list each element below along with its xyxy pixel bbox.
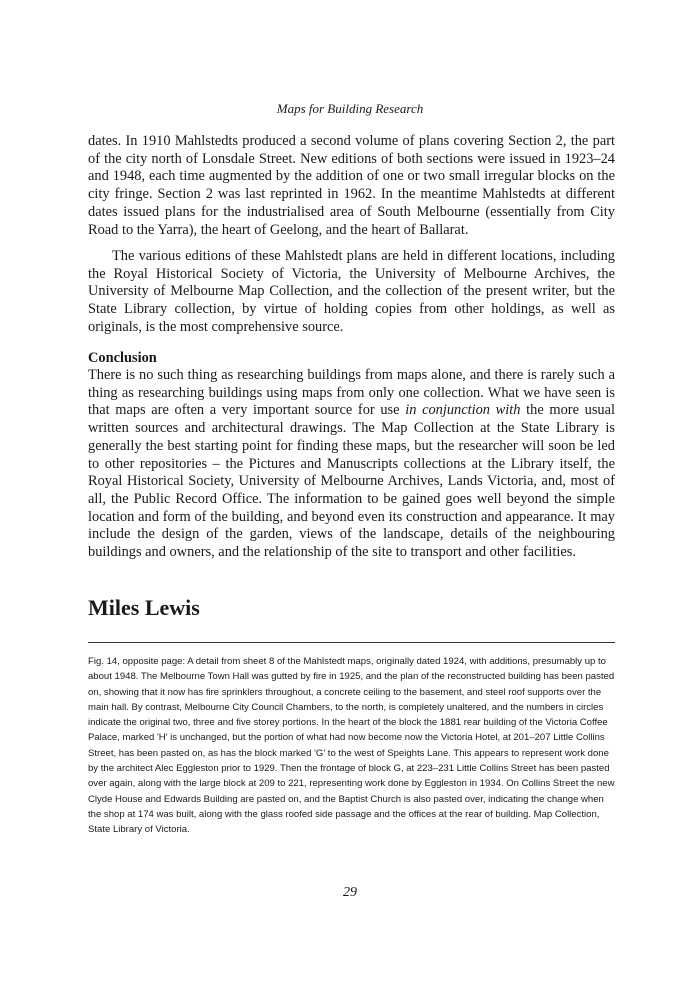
section-heading-conclusion: Conclusion: [88, 350, 157, 366]
conclusion-text-start: There is no such thing as researching buildings from maps alone, and there is rarely such a thing as researching buildings using maps from only one collection. What we have seen is that maps are often a very important source for use: [88, 367, 615, 419]
author-name: Miles Lewis: [88, 595, 200, 620]
body-paragraph-2: [88, 248, 615, 337]
conclusion-paragraph: [88, 367, 615, 562]
paragraph-text: The various editions of these Mahlstedt plans are held in different locations, including the Royal Historical Society of Victoria, the University of Melbourne Archives, the University of Melbourne Map Collection, and the collection of the present writer, but the State Library collection, by virtue of holding copies from other holdings, as well as originals, is the most comprehensive source.: [88, 248, 615, 335]
running-head: Maps for Building Research: [276, 101, 424, 116]
figure-caption: Fig. 14, opposite page: A detail from sheet 8 of the Mahlstedt maps, originally dated 1924, with additions, presumably up to about 1948. The Melbourne Town Hall was gutted by fire in 1925, and the plan of the reconstructed building has been pasted on, showing that it now has fire sprinklers throughout, a concrete ceiling to the basement, and steel roof supports over the main hall. By contrast, Melbourne City Council Chambers, to the north, is completely unaltered, and the numbers in circles indicate the original two, three and five storey portions. In the heart of the block the 1881 rear building of the Victoria Coffee Palace, marked 'H' is unchanged, but the portion of what had now become now the Victoria Hotel, at 201–207 Little Collins Street, has been pasted on, as has the block marked 'G' to the west of Speights Lane. This appears to represent work done by the architect Alec Eggleston prior to 1929. Then the frontage of block G, at 223–231 Little Collins Street has been pasted over again, along with the large block at 209 to 221, representing work done by Eggleston in 1934. On Collins Street the new Clyde House and Edwards Building are pasted on, and the Baptist Church is also pasted over, indicating the change when the shop at 174 was built, along with the glass roofed side passage and the offices at the rear of building. Map Collection, State Library of Victoria.: [88, 656, 615, 836]
paragraph-text: [88, 367, 615, 562]
caption-divider: [88, 642, 615, 643]
conclusion-text-end: the more usual written sources and architectural drawings. The Map Collection at the State Library is generally the best starting point for finding these maps, but the researcher will soon be led to other repositories – the Pictures and Manuscripts collections at the Library itself, the Royal Historical Society, University of Melbourne Archives, Lands Victoria, and, most of all, the Public Record Office. The information to be gained goes well beyond the simple location and form of the building, and beyond even its construction and appearance. It may include the design of the garden, views of the landscape, details of the neighbouring buildings and owners, and the relationship of the site to transport and other facilities.: [88, 402, 615, 561]
conclusion-emphasis: in conjunction with: [405, 402, 521, 419]
body-paragraph-1: [88, 133, 615, 239]
page-number: 29: [343, 885, 357, 900]
paragraph-text: dates. In 1910 Mahlstedts produced a second volume of plans covering Section 2, the part of the city north of Lonsdale Street. New editions of both sections were issued in 1923–24 and 1948, each time augmented by the addition of one or two small irregular blocks on the city fringe. Section 2 was last reprinted in 1962. In the meantime Mahlstedts at different dates issued plans for the industrialised area of South Melbourne (essentially from City Road to the Yarra), the heart of Geelong, and the heart of Ballarat.: [88, 133, 615, 238]
